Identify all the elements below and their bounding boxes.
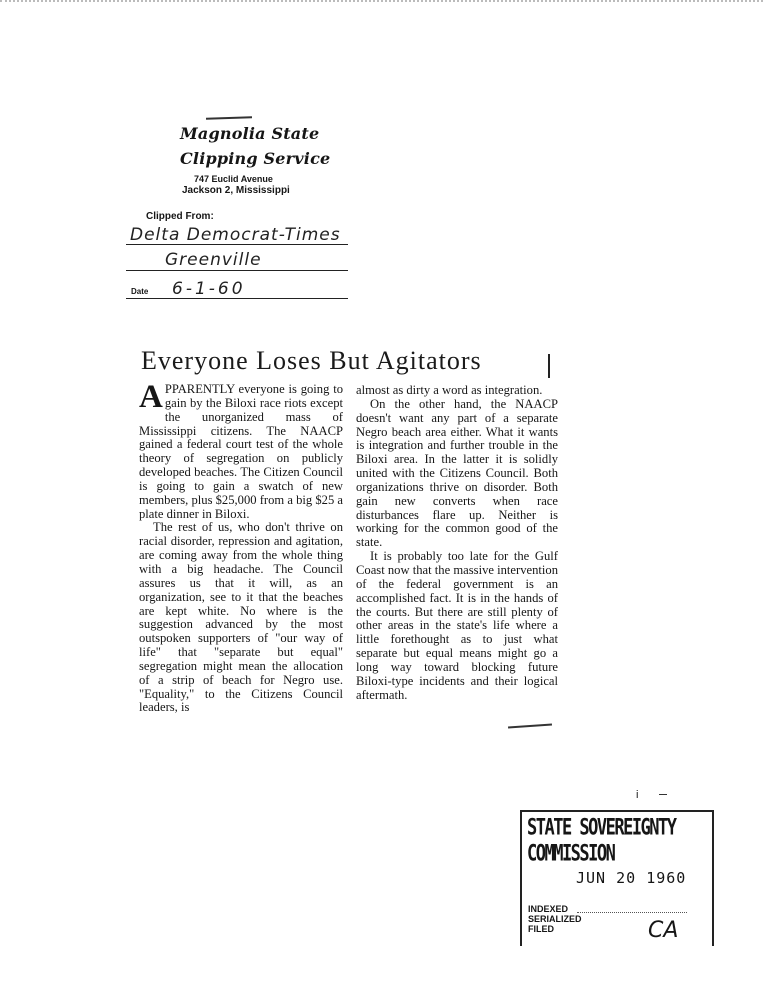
- stamp-indexed: INDEXED: [528, 904, 569, 914]
- article-column-2: [356, 384, 558, 702]
- stamp-mark: i: [636, 789, 639, 801]
- service-name-line2: Clipping Service: [180, 149, 331, 168]
- article-paragraph: It is probably too late for the Gulf Coast now that the massive intervention of the federal government is an accomplished fact. It is in the hands of the courts. But there are still plenty of other areas in the state's life where a little forethought as to just what separate but equal means might go a long way toward blocking future Biloxi-type incidents and their logical aftermath.: [356, 549, 558, 702]
- city-line: [126, 270, 348, 271]
- service-name-line1: Magnolia State: [180, 124, 320, 143]
- service-address-city: Jackson 2, Mississippi: [182, 185, 290, 196]
- stamp-serialized: SERIALIZED: [528, 914, 582, 924]
- article-headline: Everyone Loses But Agitators: [141, 346, 482, 375]
- service-address-street: 747 Euclid Avenue: [194, 174, 273, 184]
- article-paragraph: The rest of us, who don't thrive on racial disorder, repression and agitation, are coming away from the whole thing with a big headache. The Council assures us that it will, as an organization, see to it that the beaches are kept white. No where is the suggestion advanced by the most outspoken supporters of "our way of life" that "separate but equal" segregation might mean the allocation of a strip of beach for Negro use. "Equality," to the Citizens Council leaders, is: [139, 520, 343, 715]
- article-paragraph: almost as dirty a word as integration.: [356, 383, 543, 397]
- stamp-title: STATE SOVEREIGNTY COMMISSION: [527, 815, 676, 867]
- stamp-initials-signature: CA: [648, 918, 679, 943]
- drop-cap: A: [139, 379, 163, 415]
- stamp-indexed-line: [577, 912, 687, 913]
- margin-mark: [548, 354, 550, 378]
- date-label: Date: [131, 287, 149, 296]
- source-line: [126, 244, 348, 245]
- date-line: [126, 298, 348, 299]
- article-paragraph: [139, 379, 343, 521]
- source-city-handwritten: Greenville: [165, 250, 262, 270]
- article-paragraph: On the other hand, the NAACP doesn't want any part of a separate Negro beach area either. What it wants is integration and further trouble in the Biloxi area. In the latter it is solidly united with the Citizens Council. Both organizations thrive on disorder. Both gain new converts when race disturbances flare up. Neither is working for the common good of the state.: [356, 396, 558, 550]
- article-column-1: [139, 379, 343, 715]
- article-end-rule: [508, 723, 552, 728]
- page-top-edge: [0, 0, 763, 8]
- stamp-filed: FILED: [528, 924, 554, 934]
- source-newspaper-handwritten: Delta Democrat-Times: [130, 225, 341, 245]
- stamp-date: JUN 20 1960: [576, 869, 687, 887]
- clipped-from-label: Clipped From:: [146, 211, 214, 222]
- paragraph-text: PPARENTLY everyone is going to gain by the Biloxi race riots except the unorganized mass of Mississippi citizens. The NAACP gained a federal court test of the whole theory of segregation on publicly developed beaches. The Citizen Council is going to gain a swatch of new members, plus $25,000 from a big $25 a plate dinner in Biloxi.: [139, 382, 343, 521]
- stamp-dash: [659, 794, 667, 795]
- clip-date-handwritten: 6-1-60: [172, 279, 246, 299]
- header-rule: [206, 116, 252, 120]
